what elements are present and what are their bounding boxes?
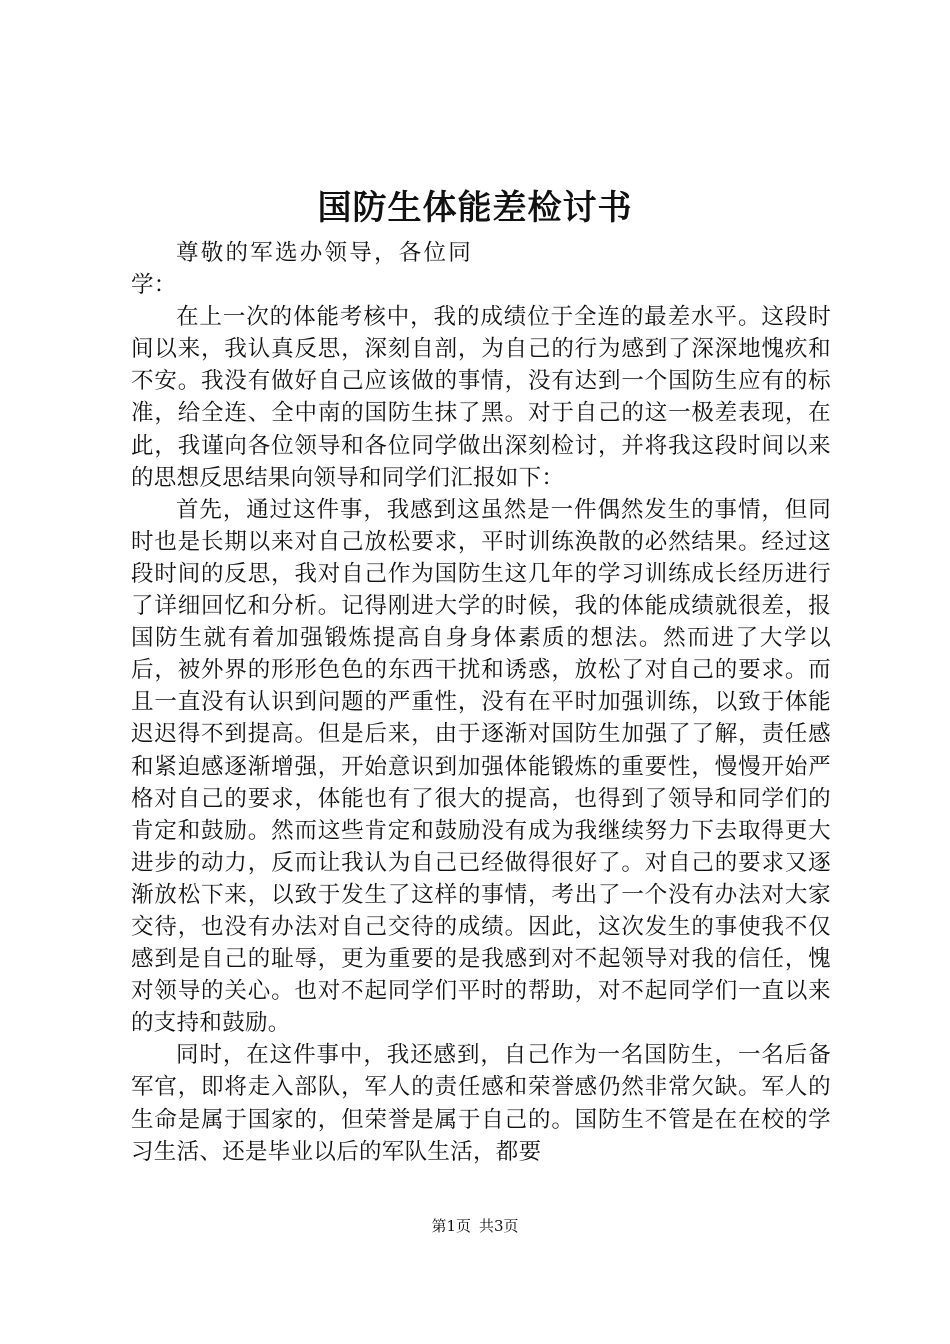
page-total: 共3页 bbox=[479, 1217, 519, 1235]
page-number: 第1页 bbox=[431, 1217, 471, 1235]
paragraph-2: 首先，通过这件事，我感到这虽然是一件偶然发生的事情，但同时也是长期以来对自己放松要求，平时训练涣散的必然结果。经过这段时间的反思，我对自己作为国防生这几年的学习训练成长经历进行了详细回忆和分析。记得刚进大学的时候，我的体能成绩就很差，报国防生就有着加强锻炼提高自身身体素质的想法。然而进了大学以后，被外界的形形色色的东西干扰和诱惑，放松了对自己的要求。而且一直没有认识到问题的严重性，没有在平时加强训练，以致于体能迟迟得不到提高。但是后来，由于逐渐对国防生加强了了解，责任感和紧迫感逐渐增强，开始意识到加强体能锻炼的重要性，慢慢开始严格对自己的要求，体能也有了很大的提高，也得到了领导和同学们的肯定和鼓励。然而这些肯定和鼓励没有成为我继续努力下去取得更大进步的动力，反而让我认为自己已经做得很好了。对自己的要求又逐渐放松下来，以致于发生了这样的事情，考出了一个没有办法对大家交待，也没有办法对自己交待的成绩。因此，这次发生的事使我不仅感到是自己的耻辱，更为重要的是我感到对不起领导对我的信任，愧对领导的关心。也对不起同学们平时的帮助，对不起同学们一直以来的支持和鼓励。 bbox=[131, 496, 831, 1037]
salutation: 尊敬的军选办领导，各位同学： bbox=[131, 240, 471, 299]
document-title: 国防生体能差检讨书 bbox=[317, 188, 633, 228]
paragraph-3: 同时，在这件事中，我还感到，自己作为一名国防生，一名后备军官，即将走入部队，军人的责任感和荣誉感仍然非常欠缺。军人的生命是属于国家的，但荣誉是属于自己的。国防生不管是在在校的学习生活、还是毕业以后的军队生活，都要 bbox=[131, 1042, 831, 1165]
page-footer bbox=[0, 1216, 950, 1236]
document-body bbox=[131, 237, 831, 1168]
paragraph-1: 在上一次的体能考核中，我的成绩位于全连的最差水平。这段时间以来，我认真反思，深刻自剖，为自己的行为感到了深深地愧疚和不安。我没有做好自己应该做的事情，没有达到一个国防生应有的标准，给全连、全中南的国防生抹了黑。对于自己的这一极差表现，在此，我谨向各位领导和各位同学做出深刻检讨，并将我这段时间以来的思想反思结果向领导和同学们汇报如下： bbox=[131, 304, 831, 491]
